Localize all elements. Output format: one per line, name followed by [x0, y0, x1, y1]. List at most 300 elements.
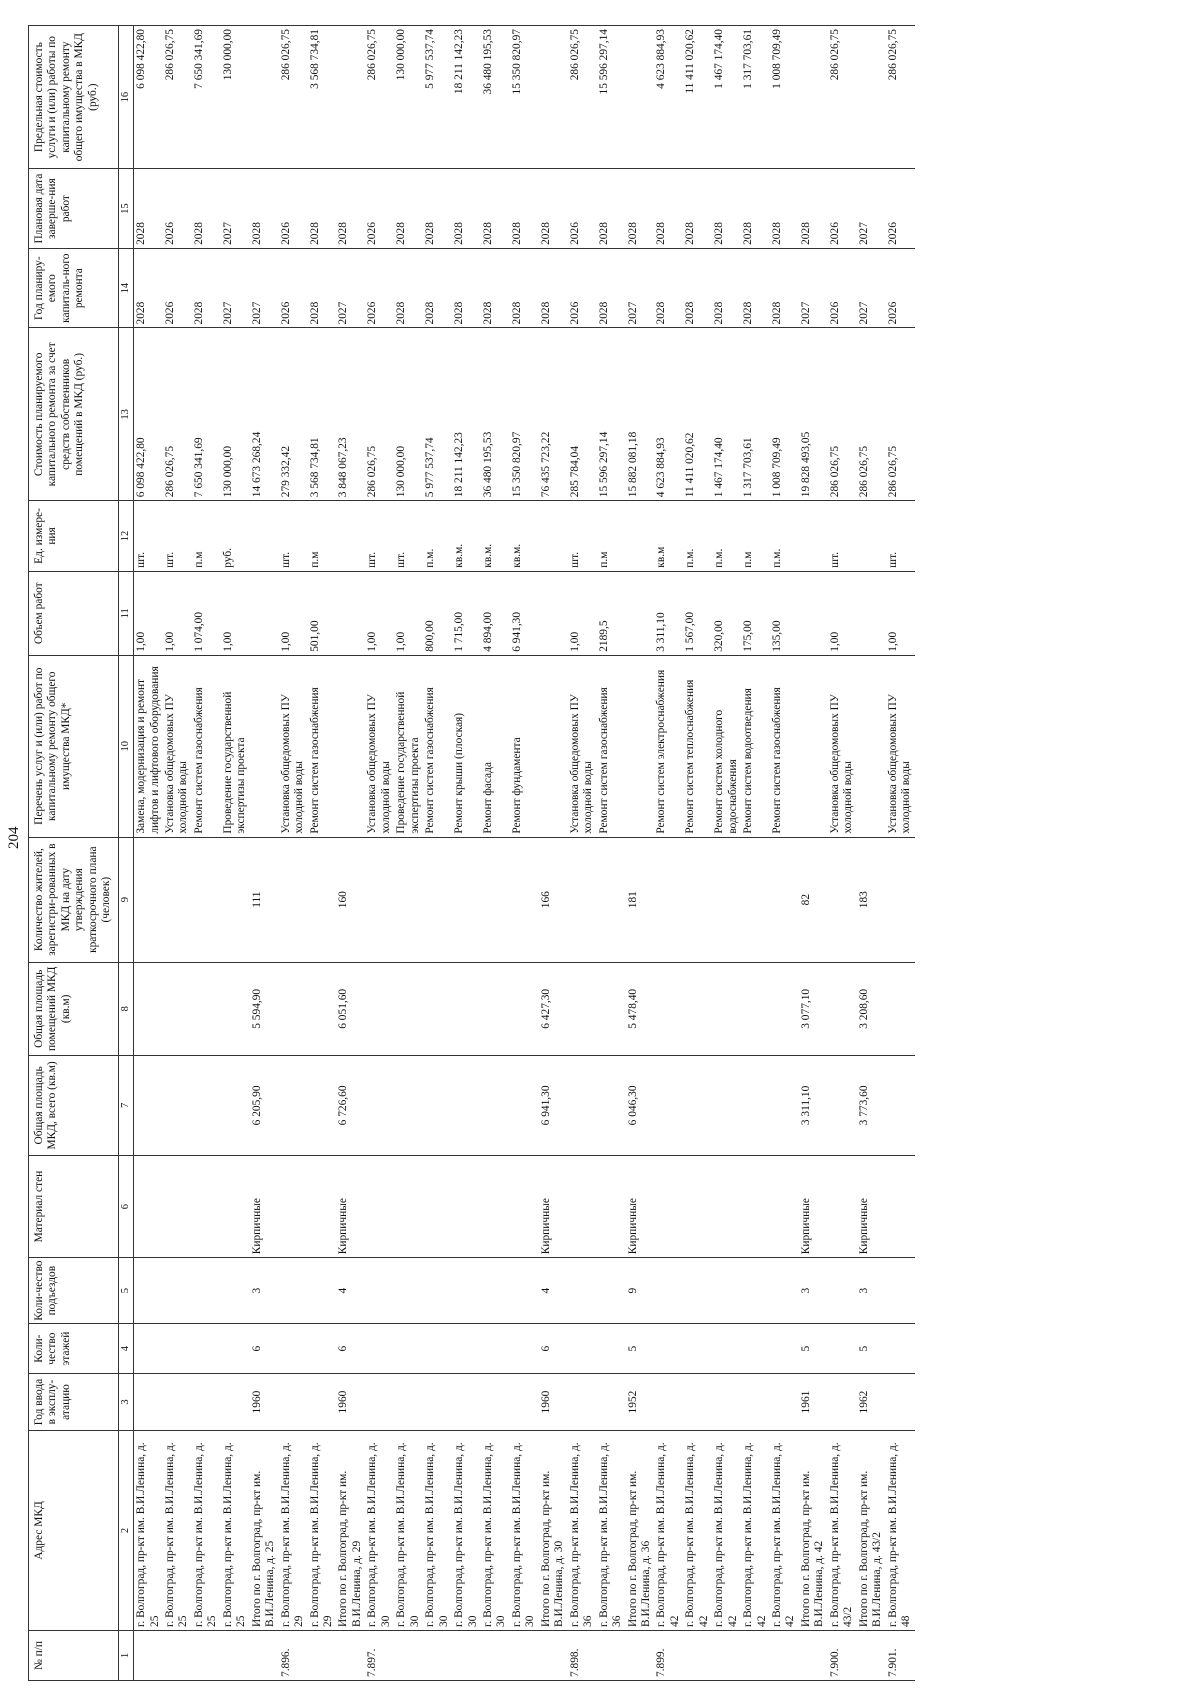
cell-col-7 — [712, 1055, 741, 1155]
table-row — [221, 26, 250, 1681]
cell-col-4: 6 — [539, 1324, 568, 1374]
cell-col-8 — [192, 962, 221, 1055]
cell-col-9 — [683, 837, 712, 962]
cell-col-3 — [452, 1374, 481, 1431]
cell-col-9 — [365, 837, 394, 962]
table-row — [597, 26, 626, 1681]
cell-col-4 — [481, 1324, 510, 1374]
cell-col-3 — [654, 1374, 683, 1431]
cell-col-10: Ремонт систем электроснабжения — [654, 655, 683, 837]
cell-col-14: 2028 — [741, 248, 770, 328]
table-body — [134, 26, 915, 1681]
table-row — [741, 26, 770, 1681]
cell-col-14: 2026 — [568, 248, 597, 328]
cell-col-15: 2026 — [886, 169, 915, 249]
cell-col-1: 7.896. — [279, 1631, 308, 1681]
cell-col-11: 320,00 — [712, 571, 741, 655]
cell-col-12 — [336, 501, 365, 571]
cell-col-7 — [886, 1055, 915, 1155]
cell-col-16: 130 000,00 — [221, 26, 250, 169]
cell-col-1 — [192, 1631, 221, 1681]
cell-col-10: Установка общедомовых ПУ холодной воды — [163, 655, 192, 837]
cell-col-10 — [799, 655, 828, 837]
cell-col-3 — [163, 1374, 192, 1431]
cell-col-12: шт. — [886, 501, 915, 571]
cell-col-14: 2027 — [799, 248, 828, 328]
cell-col-1 — [308, 1631, 337, 1681]
cell-col-6 — [365, 1155, 394, 1257]
column-number-8: 8 — [118, 962, 133, 1055]
cell-col-15: 2028 — [452, 169, 481, 249]
cell-col-12: кв.м. — [452, 501, 481, 571]
cell-col-1 — [539, 1631, 568, 1681]
table-row — [654, 26, 683, 1681]
table-row — [712, 26, 741, 1681]
cell-col-6: Кирпичные — [857, 1155, 886, 1257]
cell-col-1 — [452, 1631, 481, 1681]
cell-col-9 — [221, 837, 250, 962]
cell-col-3 — [192, 1374, 221, 1431]
cell-col-7 — [568, 1055, 597, 1155]
cell-col-5: 3 — [857, 1258, 886, 1324]
cell-col-15: 2028 — [683, 169, 712, 249]
cell-col-10 — [336, 655, 365, 837]
cell-col-9 — [886, 837, 915, 962]
cell-col-11 — [626, 571, 655, 655]
cell-col-13: 286 026,75 — [365, 328, 394, 501]
cell-col-5 — [308, 1258, 337, 1324]
cell-col-9 — [163, 837, 192, 962]
cell-col-16: 286 026,75 — [568, 26, 597, 169]
cell-col-5 — [452, 1258, 481, 1324]
cell-col-15: 2028 — [626, 169, 655, 249]
cell-col-8: 5 478,40 — [626, 962, 655, 1055]
cell-col-16: 1 467 174,40 — [712, 26, 741, 169]
cell-col-13: 285 784,04 — [568, 328, 597, 501]
cell-col-1 — [423, 1631, 452, 1681]
cell-col-8 — [683, 962, 712, 1055]
total-row — [857, 26, 886, 1681]
cell-col-10: Ремонт систем газоснабжения — [770, 655, 799, 837]
cell-col-8 — [770, 962, 799, 1055]
table-row — [423, 26, 452, 1681]
cell-col-15: 2028 — [134, 169, 163, 249]
cell-col-6 — [568, 1155, 597, 1257]
cell-col-6 — [770, 1155, 799, 1257]
cell-col-6: Кирпичные — [336, 1155, 365, 1257]
cell-col-13: 1 317 703,61 — [741, 328, 770, 501]
column-number-3: 3 — [118, 1374, 133, 1431]
cell-col-8 — [741, 962, 770, 1055]
cell-col-13: 3 568 734,81 — [308, 328, 337, 501]
cell-col-13: 15 882 081,18 — [626, 328, 655, 501]
column-header-3: Год ввода в эксплу-атацию — [29, 1374, 119, 1431]
cell-col-16 — [857, 26, 886, 169]
table-row — [452, 26, 481, 1681]
cell-col-14: 2028 — [192, 248, 221, 328]
cell-col-12: п.м — [741, 501, 770, 571]
cell-col-16: 15 350 820,97 — [510, 26, 539, 169]
cell-col-12: шт. — [365, 501, 394, 571]
cell-col-2: г. Волгоград, пр-кт им. В.И.Ленина, д. 25 — [134, 1430, 163, 1630]
cell-col-4 — [221, 1324, 250, 1374]
cell-col-13: 19 828 493,05 — [799, 328, 828, 501]
cell-col-2: г. Волгоград, пр-кт им. В.И.Ленина, д. 25 — [221, 1430, 250, 1630]
table-row — [394, 26, 423, 1681]
cell-col-14: 2028 — [712, 248, 741, 328]
cell-col-11 — [799, 571, 828, 655]
cell-col-16: 18 211 142,23 — [452, 26, 481, 169]
cell-col-4 — [712, 1324, 741, 1374]
cell-col-8 — [654, 962, 683, 1055]
cell-col-4 — [597, 1324, 626, 1374]
cell-col-11: 135,00 — [770, 571, 799, 655]
cell-col-5 — [163, 1258, 192, 1324]
table-row — [683, 26, 712, 1681]
cell-col-12: шт. — [163, 501, 192, 571]
cell-col-14: 2028 — [539, 248, 568, 328]
cell-col-7: 6 046,30 — [626, 1055, 655, 1155]
cell-col-11: 2189,5 — [597, 571, 626, 655]
cell-col-5 — [423, 1258, 452, 1324]
cell-col-9 — [741, 837, 770, 962]
cell-col-7 — [134, 1055, 163, 1155]
cell-col-6 — [654, 1155, 683, 1257]
cell-col-13: 76 435 723,22 — [539, 328, 568, 501]
cell-col-15: 2028 — [539, 169, 568, 249]
cell-col-14: 2027 — [221, 248, 250, 328]
cell-col-14: 2028 — [683, 248, 712, 328]
cell-col-3 — [683, 1374, 712, 1431]
column-header-14: Год планиру-емого капиталь-ного ремонта — [29, 248, 119, 328]
cell-col-3 — [741, 1374, 770, 1431]
cell-col-7 — [597, 1055, 626, 1155]
cell-col-6 — [886, 1155, 915, 1257]
cell-col-7: 6 205,90 — [250, 1055, 279, 1155]
cell-col-2: г. Волгоград, пр-кт им. В.И.Ленина, д. 42 — [741, 1430, 770, 1630]
cell-col-11: 1 567,00 — [683, 571, 712, 655]
cell-col-9 — [770, 837, 799, 962]
cell-col-10 — [626, 655, 655, 837]
cell-col-7 — [365, 1055, 394, 1155]
cell-col-7 — [481, 1055, 510, 1155]
cell-col-13: 1 467 174,40 — [712, 328, 741, 501]
cell-col-10: Проведение государственной экспертизы проекта — [221, 655, 250, 837]
column-header-15: Плановая дата заверше-ния работ — [29, 169, 119, 249]
column-number-11: 11 — [118, 571, 133, 655]
cell-col-1 — [683, 1631, 712, 1681]
cell-col-4 — [452, 1324, 481, 1374]
cell-col-14: 2028 — [423, 248, 452, 328]
cell-col-8 — [452, 962, 481, 1055]
total-row — [539, 26, 568, 1681]
cell-col-8 — [481, 962, 510, 1055]
column-number-row — [118, 26, 133, 1681]
cell-col-14: 2028 — [452, 248, 481, 328]
cell-col-16: 286 026,75 — [163, 26, 192, 169]
cell-col-12: кв.м. — [481, 501, 510, 571]
cell-col-2: Итого по г. Волгоград, пр-кт им. В.И.Ленина, д. 29 — [336, 1430, 365, 1630]
cell-col-4: 5 — [626, 1324, 655, 1374]
cell-col-8 — [568, 962, 597, 1055]
cell-col-2: г. Волгоград, пр-кт им. В.И.Ленина, д. 36 — [568, 1430, 597, 1630]
column-number-14: 14 — [118, 248, 133, 328]
cell-col-7 — [741, 1055, 770, 1155]
cell-col-7: 6 941,30 — [539, 1055, 568, 1155]
cell-col-11: 1,00 — [221, 571, 250, 655]
cell-col-4 — [741, 1324, 770, 1374]
cell-col-2: г. Волгоград, пр-кт им. В.И.Ленина, д. 30 — [481, 1430, 510, 1630]
column-header-1: № п/п — [29, 1631, 119, 1681]
cell-col-7: 6 726,60 — [336, 1055, 365, 1155]
cell-col-6 — [597, 1155, 626, 1257]
table-row — [886, 26, 915, 1681]
cell-col-10: Ремонт фундамента — [510, 655, 539, 837]
cell-col-11 — [250, 571, 279, 655]
cell-col-3 — [828, 1374, 857, 1431]
cell-col-12: шт. — [134, 501, 163, 571]
cell-col-15: 2028 — [481, 169, 510, 249]
cell-col-5 — [134, 1258, 163, 1324]
cell-col-8 — [886, 962, 915, 1055]
cell-col-2: Итого по г. Волгоград, пр-кт им. В.И.Ленина, д. 42 — [799, 1430, 828, 1630]
cell-col-13: 286 026,75 — [163, 328, 192, 501]
cell-col-5 — [654, 1258, 683, 1324]
column-header-11: Объем работ — [29, 571, 119, 655]
cell-col-15: 2026 — [163, 169, 192, 249]
cell-col-10: Установка общедомовых ПУ холодной воды — [365, 655, 394, 837]
cell-col-14: 2028 — [394, 248, 423, 328]
cell-col-10: Ремонт крыши (плоская) — [452, 655, 481, 837]
table-row — [481, 26, 510, 1681]
cell-col-10: Проведение государственной экспертизы проекта — [394, 655, 423, 837]
cell-col-2: г. Волгоград, пр-кт им. В.И.Ленина, д. 30 — [423, 1430, 452, 1630]
cell-col-7: 3 311,10 — [799, 1055, 828, 1155]
cell-col-1 — [134, 1631, 163, 1681]
total-row — [336, 26, 365, 1681]
cell-col-6 — [163, 1155, 192, 1257]
column-header-7: Общая площадь МКД, всего (кв.м) — [29, 1055, 119, 1155]
column-number-13: 13 — [118, 328, 133, 501]
cell-col-5 — [481, 1258, 510, 1324]
cell-col-4 — [365, 1324, 394, 1374]
cell-col-13: 36 480 195,53 — [481, 328, 510, 501]
cell-col-14: 2027 — [336, 248, 365, 328]
cell-col-6 — [423, 1155, 452, 1257]
cell-col-15: 2028 — [712, 169, 741, 249]
cell-col-4 — [134, 1324, 163, 1374]
cell-col-10: Ремонт фасада — [481, 655, 510, 837]
cell-col-8: 3 208,60 — [857, 962, 886, 1055]
cell-col-16: 5 977 537,74 — [423, 26, 452, 169]
cell-col-2: г. Волгоград, пр-кт им. В.И.Ленина, д. 42 — [654, 1430, 683, 1630]
cell-col-11: 175,00 — [741, 571, 770, 655]
cell-col-13: 6 098 422,80 — [134, 328, 163, 501]
cell-col-1 — [741, 1631, 770, 1681]
cell-col-15: 2028 — [510, 169, 539, 249]
cell-col-16: 6 098 422,80 — [134, 26, 163, 169]
cell-col-9 — [452, 837, 481, 962]
cell-col-5 — [221, 1258, 250, 1324]
cell-col-2: г. Волгоград, пр-кт им. В.И.Ленина, д. 48 — [886, 1430, 915, 1630]
cell-col-7 — [770, 1055, 799, 1155]
cell-col-1 — [712, 1631, 741, 1681]
cell-col-7 — [308, 1055, 337, 1155]
cell-col-9 — [423, 837, 452, 962]
cell-col-14: 2028 — [597, 248, 626, 328]
cell-col-2: г. Волгоград, пр-кт им. В.И.Ленина, д. 36 — [597, 1430, 626, 1630]
cell-col-10: Ремонт систем газоснабжения — [192, 655, 221, 837]
cell-col-10: Ремонт систем газоснабжения — [423, 655, 452, 837]
cell-col-2: г. Волгоград, пр-кт им. В.И.Ленина, д. 30 — [394, 1430, 423, 1630]
cell-col-4: 6 — [250, 1324, 279, 1374]
cell-col-9 — [510, 837, 539, 962]
cell-col-3 — [481, 1374, 510, 1431]
cell-col-2: Итого по г. Волгоград, пр-кт им. В.И.Ленина, д. 25 — [250, 1430, 279, 1630]
cell-col-5 — [828, 1258, 857, 1324]
cell-col-11: 3 311,10 — [654, 571, 683, 655]
cell-col-11: 1 074,00 — [192, 571, 221, 655]
cell-col-12 — [250, 501, 279, 571]
cell-col-5: 3 — [250, 1258, 279, 1324]
cell-col-10: Ремонт систем водоотведения — [741, 655, 770, 837]
cell-col-3 — [394, 1374, 423, 1431]
cell-col-1: 7.898. — [568, 1631, 597, 1681]
cell-col-5 — [741, 1258, 770, 1324]
cell-col-6 — [308, 1155, 337, 1257]
cell-col-5 — [886, 1258, 915, 1324]
cell-col-4 — [192, 1324, 221, 1374]
cell-col-3 — [597, 1374, 626, 1431]
cell-col-4 — [770, 1324, 799, 1374]
cell-col-1 — [770, 1631, 799, 1681]
column-header-6: Материал стен — [29, 1155, 119, 1257]
cell-col-8 — [221, 962, 250, 1055]
cell-col-11: 4 894,00 — [481, 571, 510, 655]
cell-col-8: 3 077,10 — [799, 962, 828, 1055]
cell-col-8 — [134, 962, 163, 1055]
cell-col-7 — [394, 1055, 423, 1155]
cell-col-14: 2027 — [857, 248, 886, 328]
cell-col-2: г. Волгоград, пр-кт им. В.И.Ленина, д. 29 — [308, 1430, 337, 1630]
cell-col-5: 4 — [539, 1258, 568, 1324]
cell-col-4 — [654, 1324, 683, 1374]
header-row — [29, 26, 119, 1681]
capital-repair-table — [28, 25, 915, 1681]
cell-col-15: 2028 — [423, 169, 452, 249]
cell-col-14: 2028 — [770, 248, 799, 328]
cell-col-3: 1960 — [250, 1374, 279, 1431]
cell-col-14: 2028 — [134, 248, 163, 328]
cell-col-14: 2026 — [828, 248, 857, 328]
cell-col-10: Установка общедомовых ПУ холодной воды — [828, 655, 857, 837]
cell-col-13: 279 332,42 — [279, 328, 308, 501]
cell-col-2: г. Волгоград, пр-кт им. В.И.Ленина, д. 42 — [770, 1430, 799, 1630]
cell-col-11: 1,00 — [279, 571, 308, 655]
cell-col-9 — [134, 837, 163, 962]
cell-col-5 — [394, 1258, 423, 1324]
cell-col-10: Ремонт систем теплоснабжения — [683, 655, 712, 837]
cell-col-6: Кирпичные — [539, 1155, 568, 1257]
cell-col-12 — [626, 501, 655, 571]
cell-col-13: 5 977 537,74 — [423, 328, 452, 501]
cell-col-6: Кирпичные — [799, 1155, 828, 1257]
cell-col-13: 15 596 297,14 — [597, 328, 626, 501]
cell-col-5 — [365, 1258, 394, 1324]
cell-col-5 — [279, 1258, 308, 1324]
cell-col-5 — [597, 1258, 626, 1324]
cell-col-16 — [799, 26, 828, 169]
cell-col-1 — [394, 1631, 423, 1681]
cell-col-16: 1 317 703,61 — [741, 26, 770, 169]
cell-col-15: 2028 — [741, 169, 770, 249]
cell-col-5 — [192, 1258, 221, 1324]
cell-col-8: 6 051,60 — [336, 962, 365, 1055]
cell-col-6 — [683, 1155, 712, 1257]
cell-col-11 — [539, 571, 568, 655]
cell-col-8 — [279, 962, 308, 1055]
cell-col-13: 286 026,75 — [886, 328, 915, 501]
cell-col-14: 2026 — [365, 248, 394, 328]
cell-col-9: 166 — [539, 837, 568, 962]
cell-col-3 — [134, 1374, 163, 1431]
cell-col-4 — [163, 1324, 192, 1374]
cell-col-15: 2028 — [799, 169, 828, 249]
cell-col-12: п.м. — [683, 501, 712, 571]
cell-col-15: 2028 — [308, 169, 337, 249]
cell-col-13: 4 623 884,93 — [654, 328, 683, 501]
column-number-5: 5 — [118, 1258, 133, 1324]
table-row — [163, 26, 192, 1681]
cell-col-1 — [597, 1631, 626, 1681]
cell-col-15: 2026 — [568, 169, 597, 249]
cell-col-12: п.м — [597, 501, 626, 571]
cell-col-12: шт. — [568, 501, 597, 571]
cell-col-7 — [279, 1055, 308, 1155]
cell-col-12: кв.м — [654, 501, 683, 571]
column-number-6: 6 — [118, 1155, 133, 1257]
cell-col-11: 1,00 — [394, 571, 423, 655]
cell-col-4 — [886, 1324, 915, 1374]
cell-col-14: 2028 — [654, 248, 683, 328]
column-number-10: 10 — [118, 655, 133, 837]
cell-col-6 — [828, 1155, 857, 1257]
cell-col-6 — [394, 1155, 423, 1257]
cell-col-14: 2028 — [308, 248, 337, 328]
cell-col-5 — [712, 1258, 741, 1324]
cell-col-10: Ремонт систем газоснабжения — [597, 655, 626, 837]
cell-col-3 — [770, 1374, 799, 1431]
cell-col-15: 2026 — [828, 169, 857, 249]
cell-col-1: 7.899. — [654, 1631, 683, 1681]
table-row — [365, 26, 394, 1681]
cell-col-13: 130 000,00 — [221, 328, 250, 501]
cell-col-9: 82 — [799, 837, 828, 962]
cell-col-16: 15 596 297,14 — [597, 26, 626, 169]
cell-col-9: 111 — [250, 837, 279, 962]
cell-col-1: 7.900. — [828, 1631, 857, 1681]
cell-col-4 — [683, 1324, 712, 1374]
cell-col-16: 286 026,75 — [828, 26, 857, 169]
cell-col-3 — [510, 1374, 539, 1431]
cell-col-11 — [336, 571, 365, 655]
cell-col-2: г. Волгоград, пр-кт им. В.И.Ленина, д. 30 — [365, 1430, 394, 1630]
column-header-4: Коли-чество этажей — [29, 1324, 119, 1374]
cell-col-4: 5 — [857, 1324, 886, 1374]
cell-col-8 — [510, 962, 539, 1055]
cell-col-8: 6 427,30 — [539, 962, 568, 1055]
cell-col-8 — [712, 962, 741, 1055]
